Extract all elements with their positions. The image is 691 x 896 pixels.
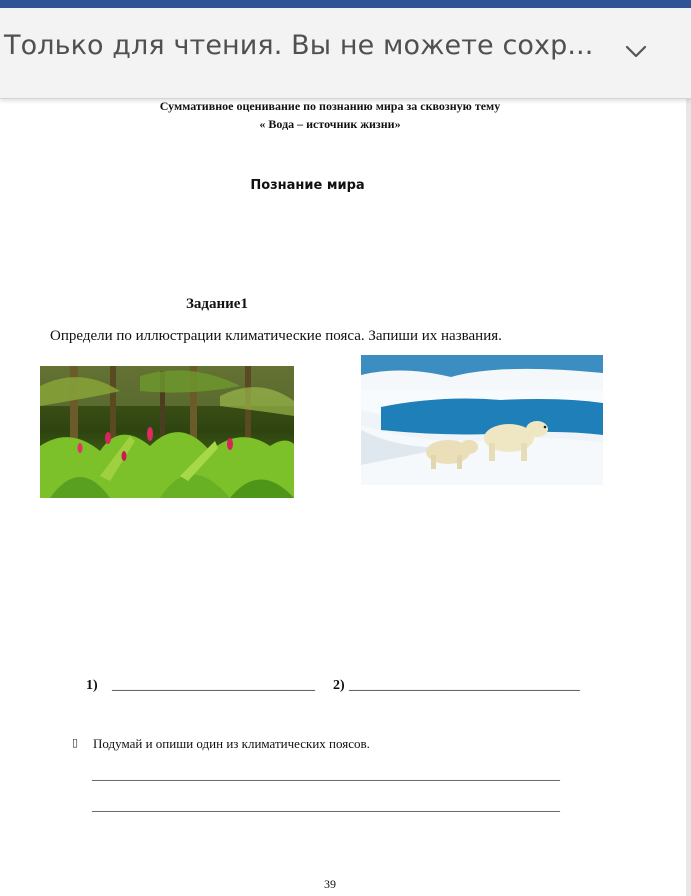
writing-line-1: ________________________________________________________________________ — [92, 767, 560, 782]
polar-bears-image — [361, 355, 603, 485]
document-theme: « Вода – источник жизни» — [259, 117, 401, 131]
answer-1-label: 1) — [86, 678, 98, 693]
bullet-icon: ▯ — [72, 736, 79, 749]
writing-line-2: ________________________________________________________________________ — [92, 798, 560, 813]
think-prompt: Подумай и опиши один из климатических поясов. — [93, 736, 370, 751]
page-number: 39 — [324, 877, 336, 891]
document-page — [0, 99, 686, 896]
answer-1-blank: _____________________________ — [112, 678, 315, 693]
chevron-down-icon[interactable] — [618, 34, 654, 70]
rainforest-image — [40, 366, 294, 498]
subject-heading: Познание мира — [250, 178, 365, 193]
read-only-message: Только для чтения. Вы не можете сохр... — [4, 30, 594, 61]
answer-2-label: 2) — [333, 678, 345, 693]
document-title: Суммативное оценивание по познанию мира за сквозную тему — [159, 99, 501, 113]
task-instruction: Определи по иллюстрации климатические пояса. Запиши их названия. — [50, 328, 502, 344]
answer-2-blank: _________________________________ — [349, 678, 580, 693]
scroll-edge — [686, 99, 691, 896]
top-accent-bar — [0, 0, 691, 8]
task-heading: Задание1 — [186, 296, 248, 312]
read-only-banner[interactable] — [0, 8, 691, 99]
